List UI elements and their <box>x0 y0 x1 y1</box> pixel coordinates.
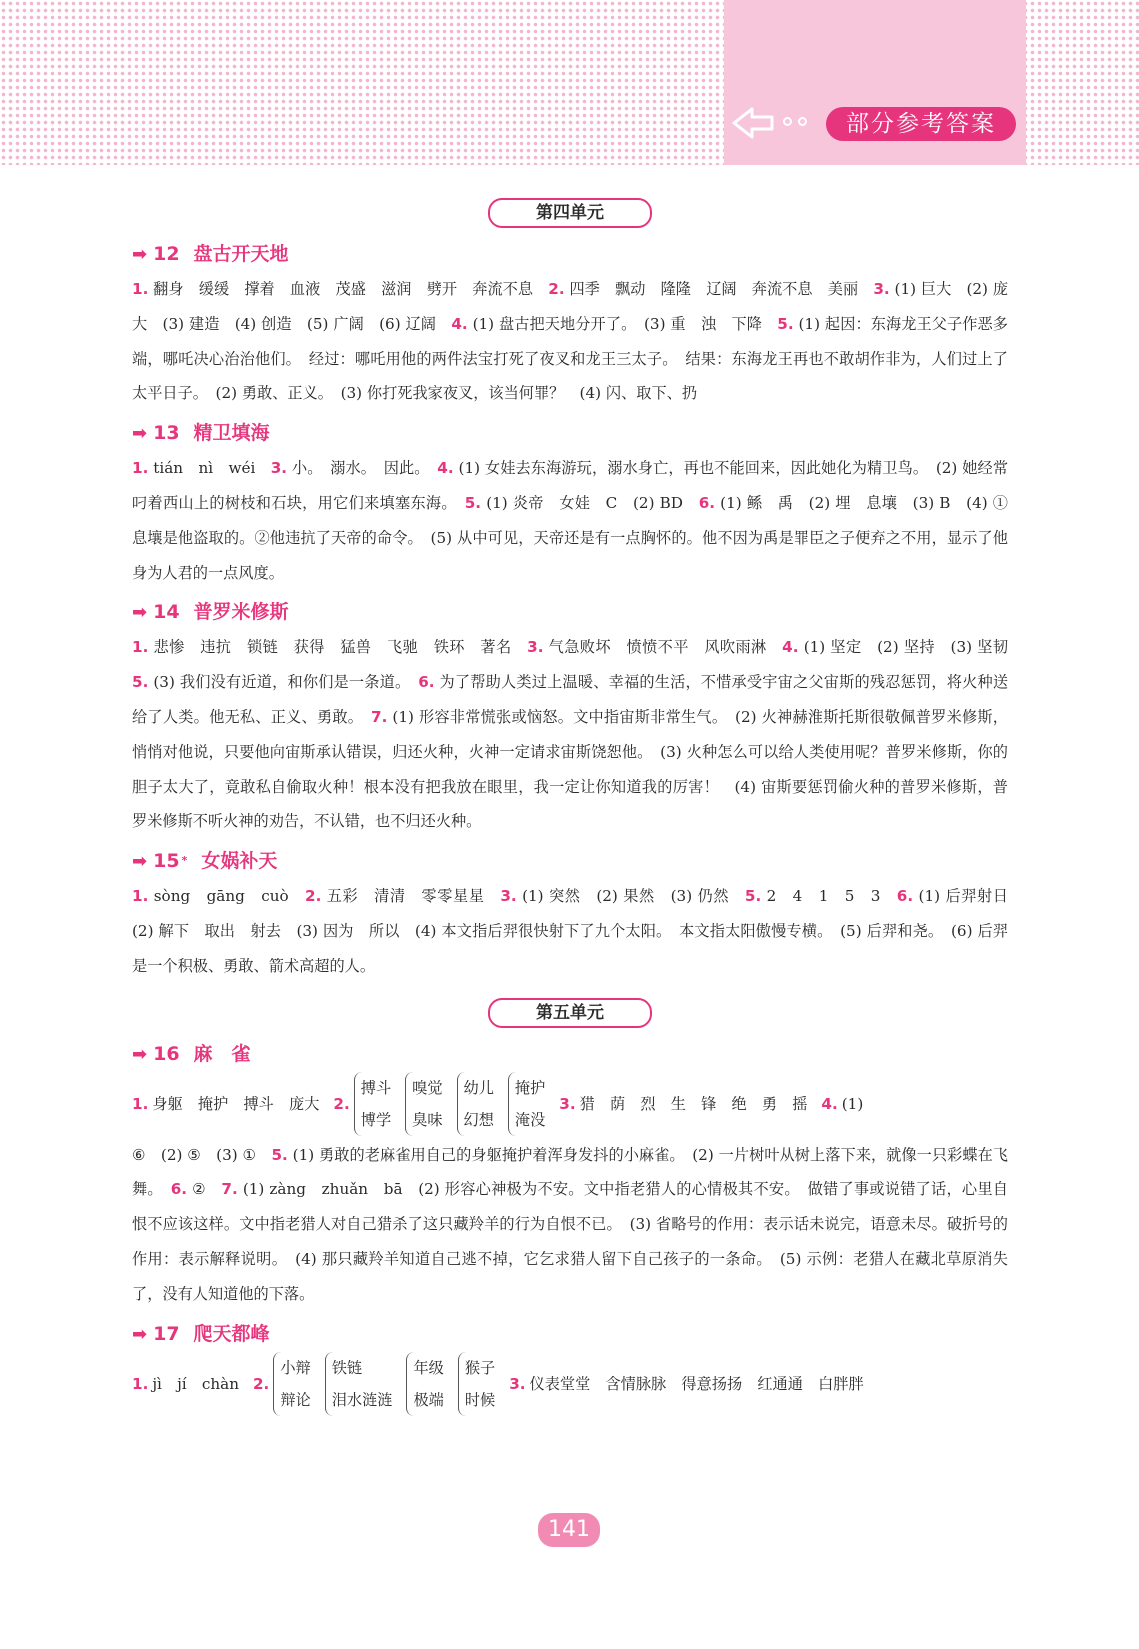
question-number: 4. <box>782 638 799 657</box>
lesson-heading: ➡ 16 麻 雀 <box>132 1040 1008 1068</box>
question-number: 3. <box>873 280 890 298</box>
question-number: 2. <box>548 280 565 298</box>
arrow-right-icon: ➡ <box>132 423 148 445</box>
decor-dot-icon <box>798 117 807 126</box>
word-pair: 嗅觉 臭味 <box>405 1072 442 1136</box>
lesson-answers: 1. tián nì wéi 3. 小。 溺水。 因此。 4. (1) 女娃去东海游玩，溺水身亡，再也不能回来，因此她化为精卫鸟。 (2) 她经常叼着西山上的树枝和石块，用它们来填塞东海。 5. (1) 炎帝 女娃 C (2) BD 6. (1) 鲧 禹 (2) 埋 息壤 (3) B (4) ①息壤是他盗取的。②他违抗了天帝的命令。 (5) 从中可见，天帝还是有一点胸怀的。他不因为禹是罪臣之子便弃之不用，显示了他身为人君的一点风度。 <box>132 459 1009 582</box>
question-number: 1. <box>132 638 149 657</box>
lesson-heading: ➡ 12 盘古开天地 <box>132 240 1008 268</box>
arrow-right-icon: ➡ <box>132 851 148 873</box>
question-number: 5. <box>464 493 482 512</box>
question-number: 6. <box>896 887 914 906</box>
lesson-heading: ➡ 14 普罗米修斯 <box>132 598 1008 626</box>
decor-dot-icon <box>783 117 792 126</box>
word-pair: 小辩 辩论 <box>273 1352 310 1416</box>
word-pair: 铁链 泪水涟涟 <box>325 1352 393 1416</box>
section-title: 部分参考答案 <box>826 107 1016 141</box>
question-number: 5. <box>777 314 794 333</box>
question-number: 6. <box>418 673 435 692</box>
word-pair: 幼儿 幻想 <box>457 1072 494 1136</box>
question-number: 4. <box>451 314 468 333</box>
question-number: 5. <box>744 887 762 906</box>
question-number: 1. <box>132 280 149 298</box>
question-number: 3. <box>500 887 517 906</box>
answer-row: 1. 身躯 掩护 搏斗 庞大 2. 搏斗 博学 嗅觉 臭味 幼儿 幻想 掩护 淹没 3. 猎 荫 烈 生 锋 绝 勇 摇 4. (1) <box>132 1072 1008 1136</box>
question-number: 3. <box>527 638 544 657</box>
question-number: 4. <box>437 459 454 478</box>
arrow-right-icon: ➡ <box>132 244 148 265</box>
word-pair: 猴子 时候 <box>458 1352 495 1416</box>
lesson-heading: ➡ 13 精卫填海 <box>132 419 1008 447</box>
arrow-right-icon: ➡ <box>132 1043 148 1065</box>
lesson-answers: 1. 悲惨 违抗 锁链 获得 猛兽 飞驰 铁环 著名 3. 气急败坏 愤愤不平 风吹雨淋 4. (1) 坚定 (2) 坚持 (3) 坚韧 5. (3) 我们没有近道，和你们是一条道。 6. 为了帮助人类过上温暖、幸福的生活，不惜承受宇宙之父宙斯的残忍惩罚，将火种送给了人类。他无私、正义、勇敢。 7. (1) 形容非常慌张或恼怒。文中指宙斯非常生气。 (2) 火神赫淮斯托斯很敬佩普罗米修斯，悄悄对他说，只要他向宙斯承认错误，归还火种，火神一定请求宙斯饶恕他。 (3) 火种怎么可以给人类使用呢？普罗米修斯，你的胆子太大了，竟敢私自偷取火种！根本没有把我放在眼里，我一定让你知道我的厉害！ (4) 宙斯要惩罚偷火种的普罗米修斯，普罗米修斯不听火神的劝告，不认错，也不归还火种。 <box>132 638 1024 831</box>
arrow-left-icon <box>732 106 780 140</box>
question-number: 2. <box>305 887 322 906</box>
lesson-answers: 1. 翻身 缓缓 撑着 血液 茂盛 滋润 劈开 奔流不息 2. 四季 飘动 隆隆 辽阔 奔流不息 美丽 3. (1) 巨大 (2) 庞大 (3) 建造 (4) 创造 (5) 广阔 (6) 辽阔 4. (1) 盘古把天地分开了。 (3) 重 浊 下降 5. (1) 起因：东海龙王父子作恶多端，哪吒决心治治他们。 经过：哪吒用他的两件法宝打死了夜叉和龙王三太子。 结果：东海龙王再也不敢胡作非为，人们过上了太平日子。 (2) 勇敢、正义。 (3) 你打死我家夜叉，该当何罪？ (4) 闪、取下、扔 <box>132 280 1009 403</box>
lesson-heading: ➡ 17 爬天都峰 <box>132 1320 1008 1348</box>
question-number: 6. <box>170 1180 188 1199</box>
word-pair: 年级 极端 <box>406 1352 443 1416</box>
answer-content <box>132 196 1024 1418</box>
question-number: 7. <box>371 707 388 726</box>
page-number: 141 <box>538 1513 600 1547</box>
answer-row: 1. jì jí chàn 2. 小辩 辩论 铁链 泪水涟涟 年级 极端 猴子 时候 3. 仪表堂堂 含情脉脉 得意扬扬 红通通 白胖胖 <box>132 1352 1008 1416</box>
arrow-right-icon: ➡ <box>132 602 148 624</box>
question-number: 3. <box>270 459 288 478</box>
question-number: 5. <box>271 1145 288 1164</box>
lesson-answers: 1. sòng gāng cuò 2. 五彩 清清 零零星星 3. (1) 突然 (2) 果然 (3) 仍然 5. 2 4 1 5 3 6. (1) 后羿射日 (2) 解下 取出 射去 (3) 因为 所以 (4) 本文指后羿很快射下了九个太阳。 本文指太阳傲慢专横。 (5) 后羿和尧。 (6) 后羿是一个积极、勇敢、箭术高超的人。 <box>132 887 1024 975</box>
question-number: 6. <box>698 493 716 512</box>
question-number: 1. <box>132 887 149 906</box>
word-pair: 搏斗 博学 <box>354 1072 391 1136</box>
lesson-heading: ➡ 15 * 女娲补天 <box>132 847 1008 875</box>
question-number: 7. <box>221 1180 238 1199</box>
question-number: 5. <box>132 673 149 692</box>
lesson-answers: ⑥ (2) ⑤ (3) ① 5. (1) 勇敢的老麻雀用自己的身躯掩护着浑身发抖的小麻雀。 (2) 一片树叶从树上落下来，就像一只彩蝶在飞舞。 6. ② 7. (1) zàng zhuǎn bā (2) 形容心神极为不安。文中指老猎人的心情极其不安。 做错了事或说错了话，心里自恨不应该这样。文中指老猎人对自己猎杀了这只藏羚羊的行为自恨不已。 (3) 省略号的作用：表示话未说完，语意未尽。破折号的作用：表示解释说明。 (4) 那只藏羚羊知道自己逃不掉，它乞求猎人留下自己孩子的一条命。 (5) 示例：老猎人在藏北草原消失了，没有人知道他的下落。 <box>132 1145 1008 1303</box>
word-pair: 掩护 淹没 <box>508 1072 545 1136</box>
unit-heading: 第五单元 <box>132 998 1008 1028</box>
unit-heading: 第四单元 <box>132 198 1008 228</box>
question-number: 1. <box>132 459 149 478</box>
arrow-right-icon: ➡ <box>132 1323 148 1345</box>
